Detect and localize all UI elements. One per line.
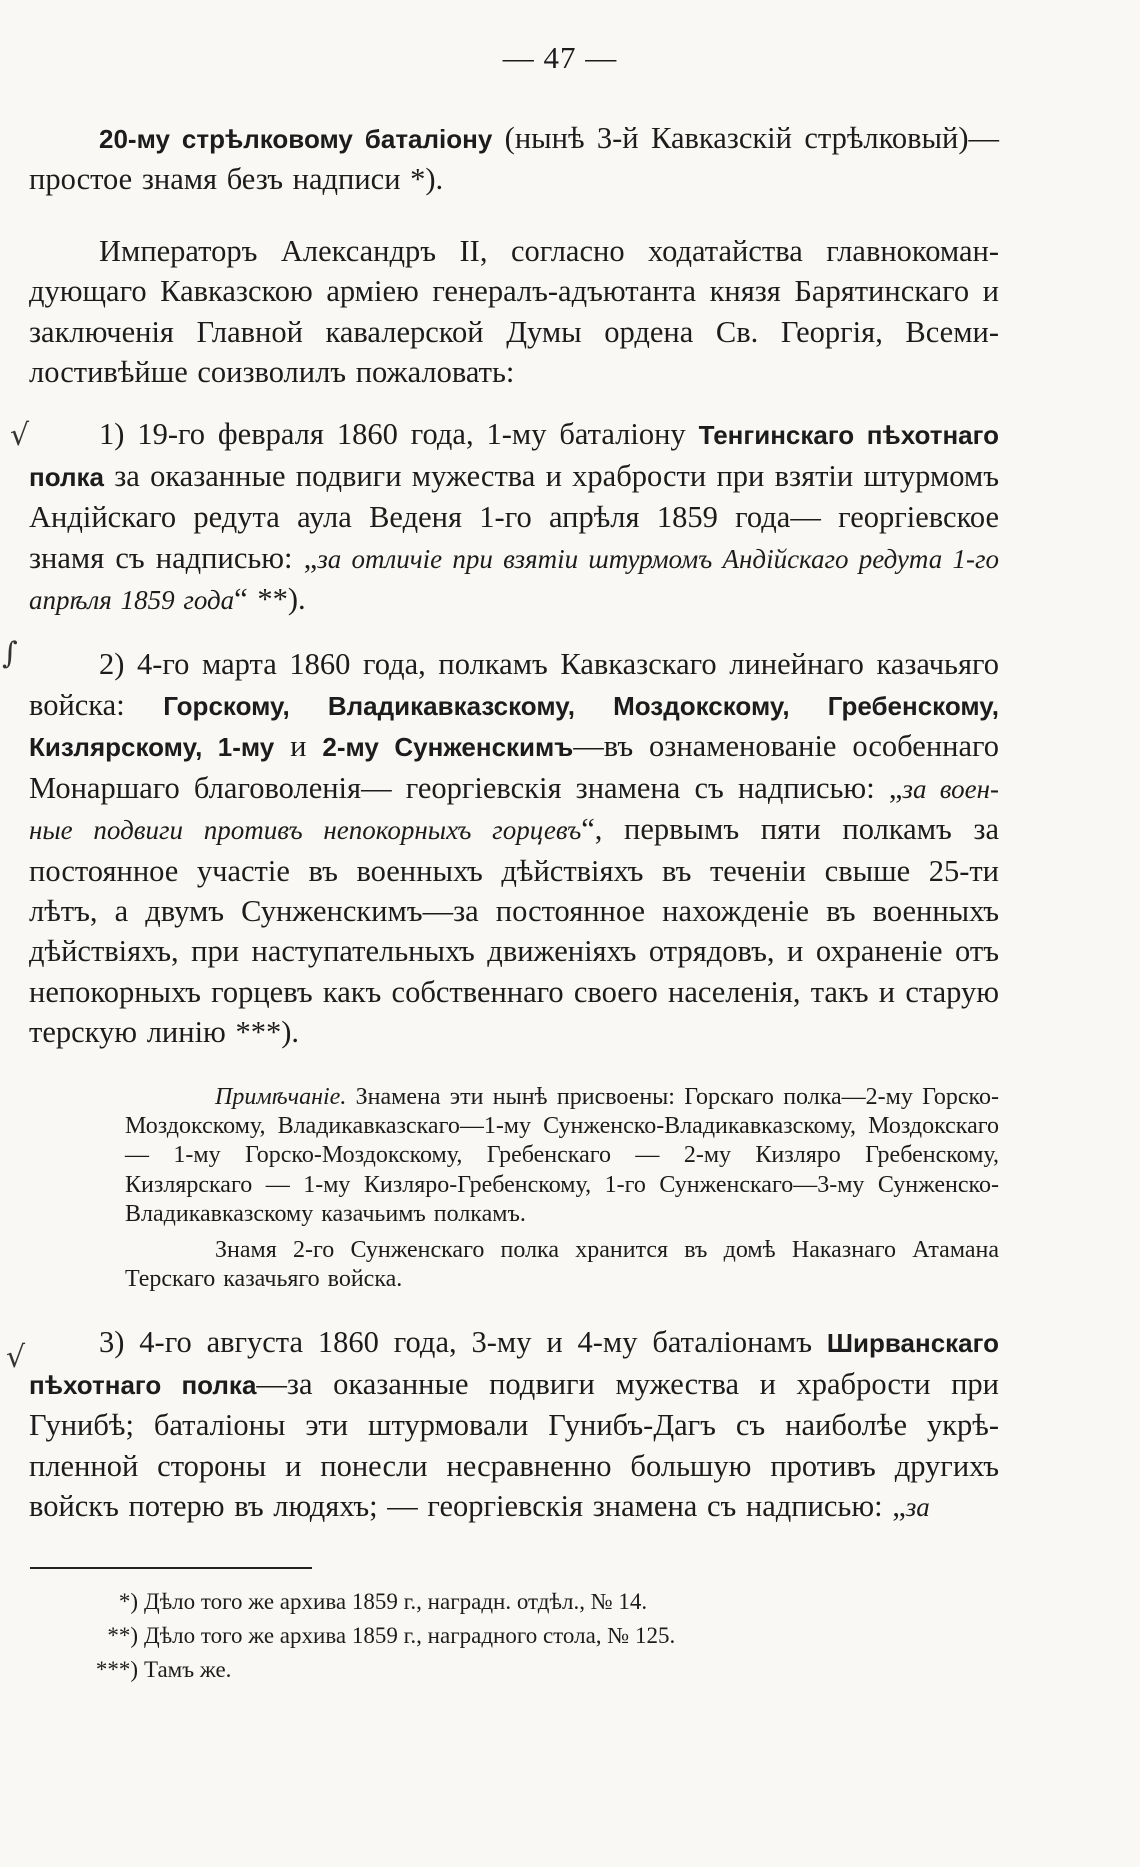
margin-check-mark: √ (10, 418, 30, 453)
footnote-text: Дѣло того же архива 1859 г., наградного стола, № 125. (144, 1623, 676, 1648)
inscription-text: за отличіе при взятіи штурмомъ Андійскаго редута 1-го апрѣля 1859 года (29, 543, 1000, 616)
footnote-text: Тамъ же. (144, 1657, 232, 1682)
paragraph-text: (нынѣ 3-й Кавказскій стрѣлковый)— простое знамя безъ надписи *). (29, 121, 999, 197)
footnote-divider (30, 1567, 312, 1569)
paragraph-text: и (274, 729, 323, 764)
paragraph-text: —въ ознаменованіе особеннаго Монаршаго благоволенія— георгіевскія знамена съ надписью: „ (29, 729, 1000, 805)
footnote (30, 1619, 930, 1653)
footnote-marker: *) (118, 1589, 138, 1614)
paragraph-text: 3) 4-го августа 1860 года, 3-му и 4-му баталіонамъ (99, 1325, 827, 1360)
inscription-text: за военные подвиги противъ непокорныхъ горцевъ (29, 773, 1000, 846)
paragraph-text: “, первымъ пяти полкамъ за постоянное участіе въ военныхъ дѣйствіяхъ въ теченіи свыше 25-ти лѣтъ, а двумъ Сунженскимъ—за постоянное нахожденіе въ военныхъ дѣйствіяхъ, при наступательныхъ движеніяхъ отрядовъ, и охраненіе отъ непокорныхъ горцевъ какъ собственнаго своего населенія, такъ и старую терскую линію ***). (29, 812, 999, 1050)
bold-unit-name: Ширванскаго пѣхотнаго полка (29, 1328, 999, 1400)
note-paragraph (125, 1083, 999, 1230)
main-text (29, 118, 999, 1527)
footnote-marker: **) (107, 1623, 138, 1648)
paragraph-item-1 (29, 414, 999, 620)
bold-unit-name: Тенгинскаго пѣхотнаго полка (29, 420, 1000, 492)
bold-unit-name: 2-му Сунженскимъ (322, 732, 574, 763)
note-paragraph (125, 1236, 999, 1295)
note-text: Знамена эти нынѣ присвоены: Горскаго полка—2-му Горско-Моздокскому, Владикавказскаго—1-му Сунженско-Владикавказскому, Моздокскаго — 1-му Горско-Моздокскому, Гребенскаго — 2-му Кизляро Гребенскому, Кизлярскаго — 1-му Кизляро-Гребенскому, 1-го Сунженскаго—3-му Сунженско-Владикавказскому казачьимъ полкамъ. (125, 1083, 999, 1228)
bold-unit-names: Горскому, Владикавказскому, Моздокскому, Гребенскому, Кизлярскому, 1-му (29, 690, 999, 763)
footnote-marker: ***) (95, 1657, 138, 1682)
paragraph-text: “ **). (234, 582, 306, 617)
margin-stroke-mark: ∫ (2, 636, 18, 671)
paragraph-20th-battalion (29, 118, 999, 200)
paragraph-text: 1) 19-го февраля 1860 года, 1-му баталіону (99, 417, 699, 452)
note-text: Знамя 2-го Сунженскаго полка хранится въ домѣ Наказнаго Атамана Терскаго казачьяго войска. (125, 1236, 999, 1292)
bold-unit-name: 20-му стрѣлковому баталіону (99, 124, 493, 154)
paragraph-text: 2) 4-го марта 1860 года, полкамъ Кавказскаго линейнаго казачьяго войска: (29, 647, 999, 722)
note-block (125, 1083, 999, 1295)
note-label: Примѣчаніе. (215, 1083, 347, 1110)
paragraph-text: за оказанные подвиги мужества и храбрости при взятіи штурмомъ Андійскаго редута аула Веденя 1-го апрѣля 1859 года— георгіевское знамя съ надписью: „ (29, 458, 999, 575)
paragraph-item-2 (29, 644, 999, 1052)
paragraph-emperor (29, 231, 999, 393)
footnote-text: Дѣло того же архива 1859 г., наградн. отдѣл., № 14. (144, 1589, 648, 1614)
paragraph-item-3 (29, 1322, 999, 1527)
paragraph-text: Императоръ Александръ II, согласно ходатайства главнокомандующаго Кавказскою арміею генералъ-адъютанта князя Барятинскаго и заключенія Главной кавалерской Думы ордена Св. Георгія, Всемилостивѣйше соизволилъ пожаловать: (29, 233, 999, 390)
inscription-text: за (905, 1492, 930, 1522)
footnote (30, 1653, 930, 1687)
margin-check-mark: √ (6, 1340, 26, 1375)
footnote (30, 1585, 930, 1619)
paragraph-text: —за оказанные подвиги мужества и храбрости при Гунибѣ; баталіоны эти штурмовали Гунибъ-Дагъ съ наиболѣе укрѣпленной стороны и понесли несравненно большую противъ другихъ войскъ потерю въ людяхъ; — георгіевскія знамена съ надписью: „ (29, 1366, 1000, 1523)
page-number: — 47 — (502, 40, 618, 75)
